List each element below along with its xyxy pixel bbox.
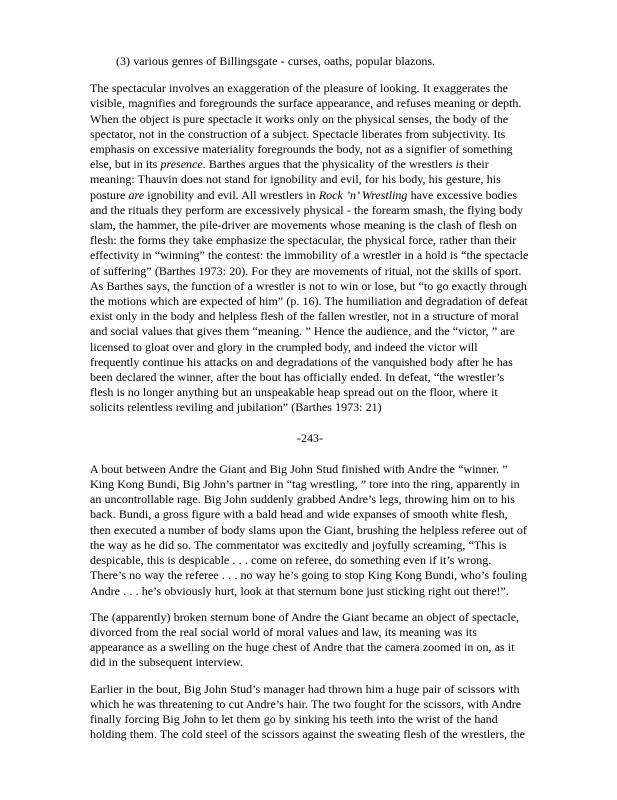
text-run: have excessive bodies and the rituals they perform are excessively physical - the forearm smash, the flying body slam, the hammer, the pile-driver are movements whose meaning is the clash of flesh on flesh: the forms they take emphasize the spectacular, the physical force, rather than their effectivity in “winning” the contest: the immobility of a wrestler in a hold is “the spectacle of suffering” (Barthes 1973: 20). For they are movements of ritual, not the skills of sport. As Barthes says, the function of a wrestler is not to win or lose, but “to go exactly through the motions which are expected of him” (p. 16). The humiliation and degradation of defeat exist only in the body and helpless flesh of the fallen wrestler, not in a structure of moral and social values that gives them “meaning. ” Hence the audience, and the “victor, ” are licensed to gloat over and glory in the crumpled body, and indeed the victor will frequently continue his attacks on and degradations of the vanquished body after he has been declared the winner, after the bout has officially ended. In defeat, “the wrestler’s flesh is no longer anything but an unspeakable heap spread out on the floor, where it solicits relentless reviling and jubilation” (Barthes 1973: 21): [90, 187, 529, 415]
italic-text-run: presence: [160, 157, 203, 172]
text-run: . Barthes argues that the physicality of the wrestlers: [202, 157, 456, 172]
text-run: A bout between Andre the Giant and Big John Stud finished with Andre the “winner. ” King Kong Bundi, Big John’s partner in “tag wrestling, ” tore into the ring, apparently in an uncontrollable rage. Big John suddenly grabbed Andre’s legs, throwing him on to his back. Bundi, a gross figure with a bald head and wide expanses of smooth white flesh, then executed a number of body slams upon the Giant, brushing the helpless referee out of the way as he did so. The commentator was excitedly and joyfully screaming, “This is despicable, this is despicable . . . come on referee, do something even if it’s wrong. There’s no way the referee . . . no way he’s going to stop King Kong Bundi, who’s fouling Andre . . . he’s obviously hurt, look at that sternum bone just sticking right out there!”.: [90, 461, 527, 598]
paragraph-sternum: [90, 610, 530, 671]
text-run: -243-: [297, 430, 323, 445]
text-run: The spectacular involves an exaggeration of the pleasure of looking. It exaggerates the visible, magnifies and foregrounds the surface appearance, and refuses meaning or depth. When the object is pure spectacle it works only on the physical senses, the body of the spectator, not in the construction of a subject. Spectacle liberates from subjectivity. Its emphasis on excessive materiality foregrounds the body, not as a signifier of something else, but in its: [90, 81, 522, 172]
paragraph-scissors: [90, 682, 530, 743]
text-run: Earlier in the bout, Big John Stud’s manager had thrown him a huge pair of scissors with which he was threatening to cut Andre’s hair. The two fought for the scissors, with Andre finally forcing Big John to let them go by sinking his teeth into the wrist of the hand holding them. The cold steel of the scissors against the sweating flesh of the wrestlers, the: [90, 681, 526, 742]
page-number: [90, 431, 530, 446]
text-run: (3) various genres of Billingsgate - curses, oaths, popular blazons.: [116, 54, 436, 68]
italic-text-run: are: [128, 187, 145, 202]
italic-text-run: Rock ’n’ Wrestling: [318, 187, 408, 202]
list-item-billingsgate: [90, 54, 530, 69]
text-run: their meaning: Thauvin does not stand for ignobility and evil, for his body, his gesture, his posture: [90, 157, 501, 202]
italic-text-run: is: [455, 157, 464, 172]
paragraph-bout: [90, 462, 530, 599]
document-body: [90, 54, 530, 742]
text-run: ignobility and evil. All wrestlers in: [144, 187, 319, 202]
paragraph-spectacle: [90, 81, 530, 415]
text-run: The (apparently) broken sternum bone of Andre the Giant became an object of spectacle, divorced from the real social world of moral values and law, its meaning was its appearance as a swelling on the huge chest of Andre that the camera zoomed in on, as it did in the subsequent interview.: [90, 609, 520, 670]
